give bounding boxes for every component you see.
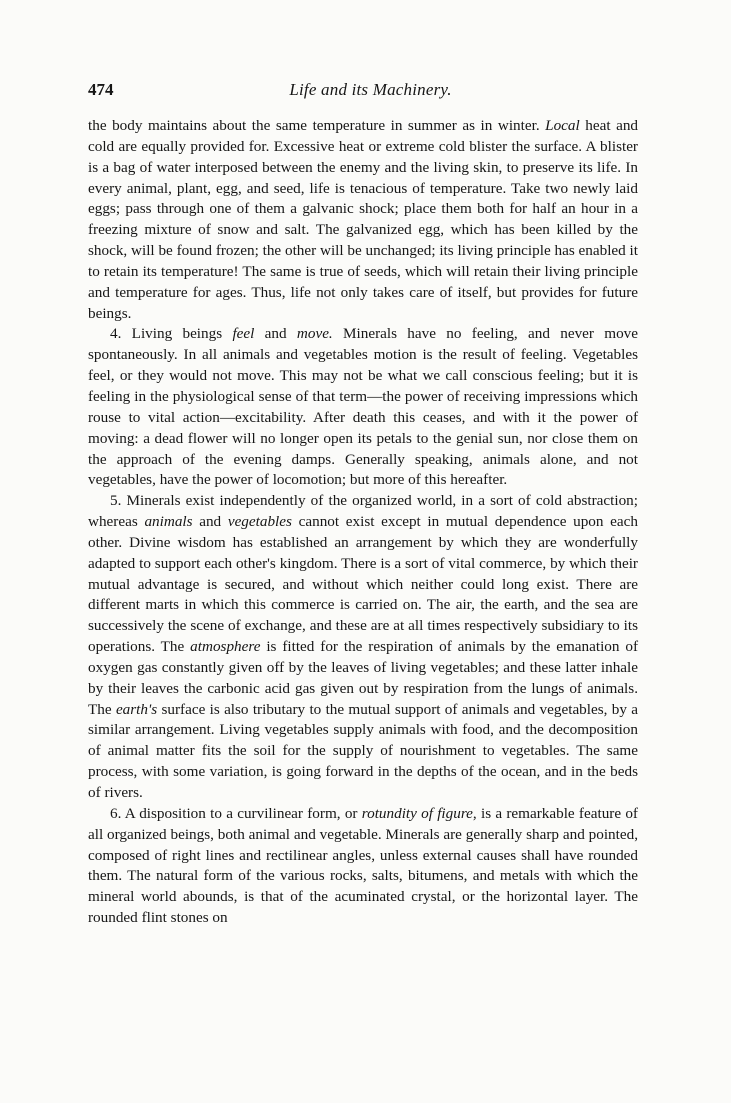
body-text	[88, 116, 638, 929]
text-run: 6. A disposition to a curvilinear form, or	[110, 804, 362, 822]
paragraph-continuation	[88, 116, 638, 324]
italic-emphasis: move.	[296, 325, 333, 343]
page-number: 474	[88, 80, 114, 99]
running-head	[88, 80, 653, 106]
paragraph-5-mutual-dependence	[88, 491, 638, 804]
text-run: is fitted for the respiration of animals by the emanation of oxygen gas constantly given off by the leaves of living vegetables; and these latter inhale by their leaves the carbonic acid gas given out by respiration from the lungs of animals. The	[88, 638, 638, 718]
text-run: and	[254, 325, 297, 343]
text-run: , is a remarkable feature of all organized beings, both animal and vegetable. Minerals are generally sharp and pointed, composed of right lines and rectilinear angles, unless external causes shall have rounded them. The natural form of the various rocks, salts, bitumens, and metals with which the mineral world abounds, is that of the acuminated crystal, or the horizontal layer. The rounded flint stones on	[88, 804, 638, 927]
italic-emphasis: rotundity of figure	[361, 804, 473, 822]
paragraph-4-feel-and-move	[88, 324, 638, 491]
italic-emphasis: Local	[545, 117, 580, 134]
paragraph-6-curvilinear-form	[88, 804, 638, 929]
text-run: heat and cold are equally provided for. Excessive heat or extreme cold blister the surface. A blister is a bag of water interposed between the enemy and the living skin, to preserve its life. In every animal, plant, egg, and seed, life is tenacious of temperature. Take two newly laid eggs; pass through one of them a galvanic shock; place them both for half an hour in a freezing mixture of snow and salt. The galvanized egg, which has been killed by the shock, will be found frozen; the other will be unchanged; its living principle has enabled it to retain its temperature! The same is true of seeds, which will retain their living principle and temperature for ages. Thus, life not only takes care of itself, but provides for future beings.	[88, 117, 639, 322]
text-run: the body maintains about the same temperature in summer as in winter.	[88, 117, 546, 134]
italic-emphasis: animals	[144, 513, 193, 531]
text-run: 4. Living beings	[110, 325, 233, 343]
text-run: cannot exist except in mutual dependence upon each other. Divine wisdom has established an arrangement by which they are wonderfully adapted to support each other's kingdom. There is a sort of vital commerce, by which their mutual advantage is secured, and without which neither could long exist. There are different marts in which this commerce is carried on. The air, the earth, and the sea are successively the scene of exchange, and these are at all times respectively subsidiary to its operations. The	[88, 513, 638, 656]
italic-emphasis: feel	[232, 325, 255, 343]
text-run: 5. Minerals exist independently of the organized world, in a sort of cold abstraction; whereas	[88, 492, 638, 531]
italic-emphasis: earth's	[115, 700, 158, 718]
running-title: Life and its Machinery.	[289, 80, 452, 99]
text-run: surface is also tributary to the mutual support of animals and vegetables, by a similar arrangement. Living vegetables supply animals with food, and the decomposition of animal matter fits the soil for the supply of nourishment to vegetables. The same process, with some variation, is going forward in the depths of the ocean, and in the beds of rivers.	[88, 700, 638, 801]
text-run: Minerals have no feeling, and never move spontaneously. In all animals and vegetables motion is the result of feeling. Vegetables feel, or they would not move. This may not be what we call conscious feeling; but it is feeling in the physiological sense of that term—the power of receiving impressions which rouse to vital action—excitability. After death this ceases, and with it the power of moving: a dead flower will no longer open its petals to the genial sun, nor close them on the approach of the evening damps. Generally speaking, animals alone, and not vegetables, have the power of locomotion; but more of this hereafter.	[88, 325, 638, 489]
italic-emphasis: vegetables	[227, 513, 292, 531]
text-run: and	[192, 513, 228, 531]
italic-emphasis: atmosphere	[190, 638, 261, 656]
